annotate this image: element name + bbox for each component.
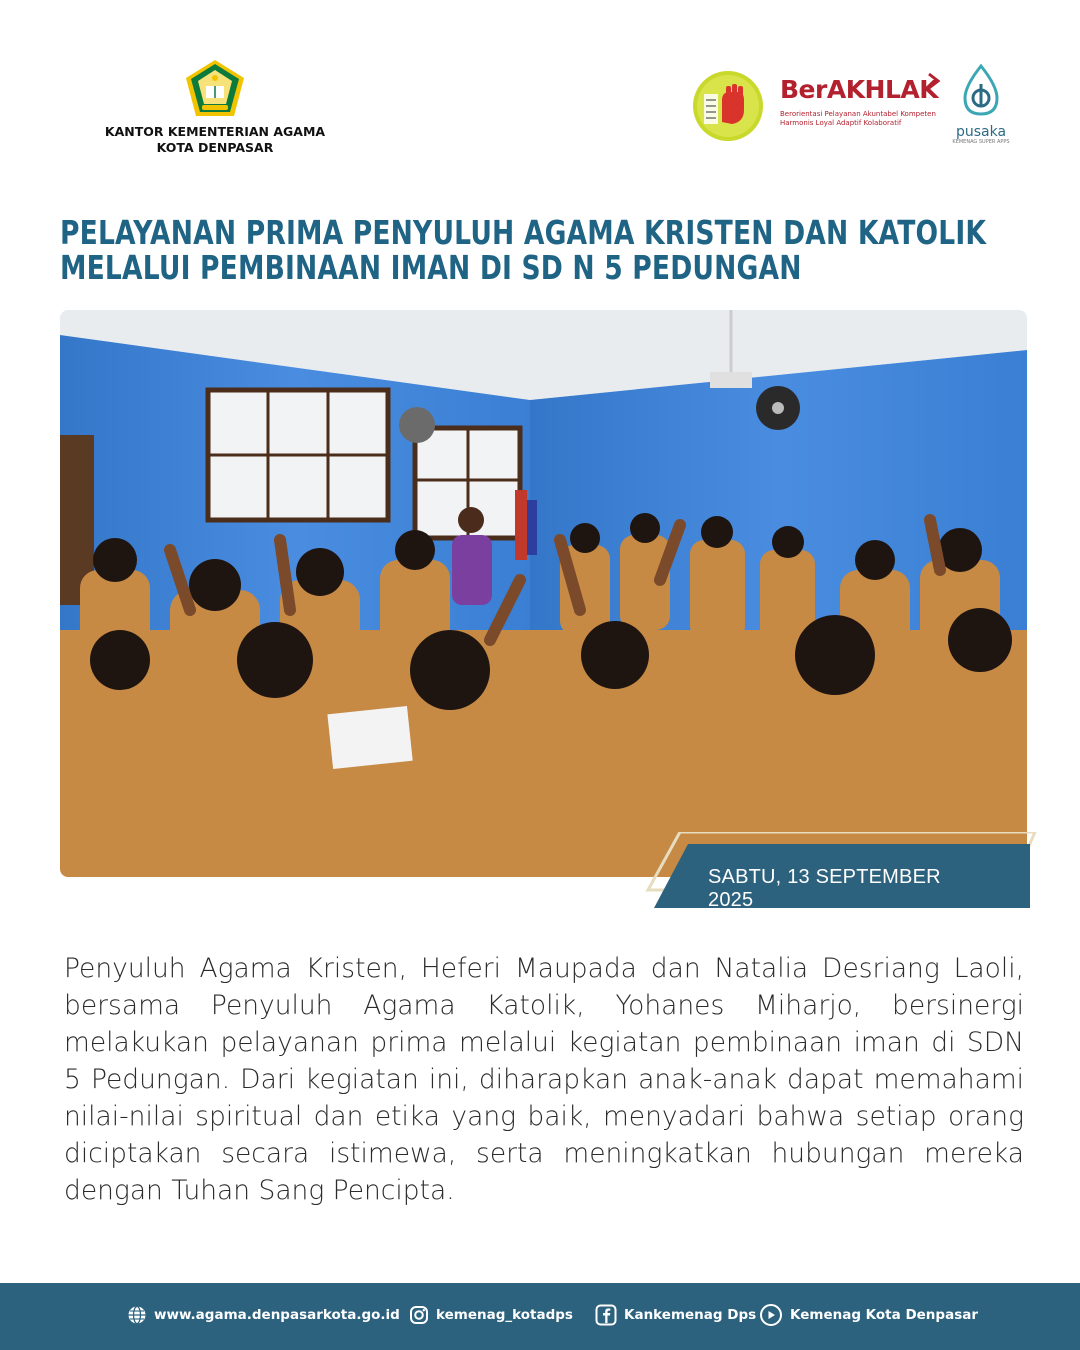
footer-website[interactable] (127, 1303, 400, 1327)
pusaka-logo (948, 64, 1014, 146)
footer-youtube-label: Kemenag Kota Denpasar (790, 1307, 978, 1323)
berakhlak-tagline-line1: Berorientasi Pelayanan Akuntabel Kompeten (780, 110, 936, 118)
berakhlak-title: BerAKHLAK (780, 75, 939, 104)
event-date: SABTU, 13 SEPTEMBER 2025 (708, 866, 941, 911)
facebook-icon (595, 1304, 617, 1326)
footer-instagram-label: kemenag_kotadps (436, 1307, 573, 1323)
footer-website-label: www.agama.denpasarkota.go.id (154, 1307, 400, 1323)
body-paragraph: Penyuluh Agama Kristen, Heferi Maupada dan Natalia Desriang Laoli, bersama Penyuluh Agama Katolik, Yohanes Miharjo, bersinergi melakukan pelayanan prima melalui kegiatan pembinaan iman di SDN 5 Pedungan. Dari kegiatan ini, diharapkan anak-anak dapat memahami nilai-nilai spiritual dan etika yang baik, menyadari bahwa setiap orang diciptakan secara istimewa, serta meningkatkan hubungan mereka dengan Tuhan Sang Pencipta. (64, 953, 1024, 1206)
institution-name (90, 124, 340, 156)
instagram-icon (409, 1305, 429, 1325)
institution-name-line2: KOTA DENPASAR (156, 140, 274, 155)
berakhlak-tagline-line2: Harmonis Loyal Adaptif Kolaboratif (780, 119, 902, 127)
footer-instagram[interactable] (409, 1303, 573, 1327)
institution-name-line1: KANTOR KEMENTERIAN AGAMA (104, 124, 326, 139)
page-title-line1: PELAYANAN PRIMA PENYULUH AGAMA KRISTEN DAN KATOLIK (60, 213, 987, 252)
berakhlak-tagline (780, 110, 945, 128)
pusaka-tagline: KEMENAG SUPER APPS (952, 139, 1010, 145)
globe-icon (127, 1305, 147, 1325)
chevron-right-icon (927, 72, 941, 90)
youtube-icon (759, 1304, 783, 1326)
footer-youtube[interactable] (759, 1303, 978, 1327)
pusaka-name: pusaka (955, 124, 1007, 140)
page-title-line2: MELALUI PEMBINAAN IMAN DI SD N 5 PEDUNGAN (60, 248, 802, 287)
sahabat-logo (692, 70, 764, 142)
drop-icon (961, 64, 1001, 118)
page-title (60, 213, 987, 287)
berakhlak-logo (780, 76, 945, 136)
footer-facebook-label: Kankemenag Dps (624, 1307, 757, 1323)
event-photo (60, 310, 1027, 877)
footer-facebook[interactable] (595, 1303, 756, 1327)
kemenag-logo (182, 58, 248, 120)
